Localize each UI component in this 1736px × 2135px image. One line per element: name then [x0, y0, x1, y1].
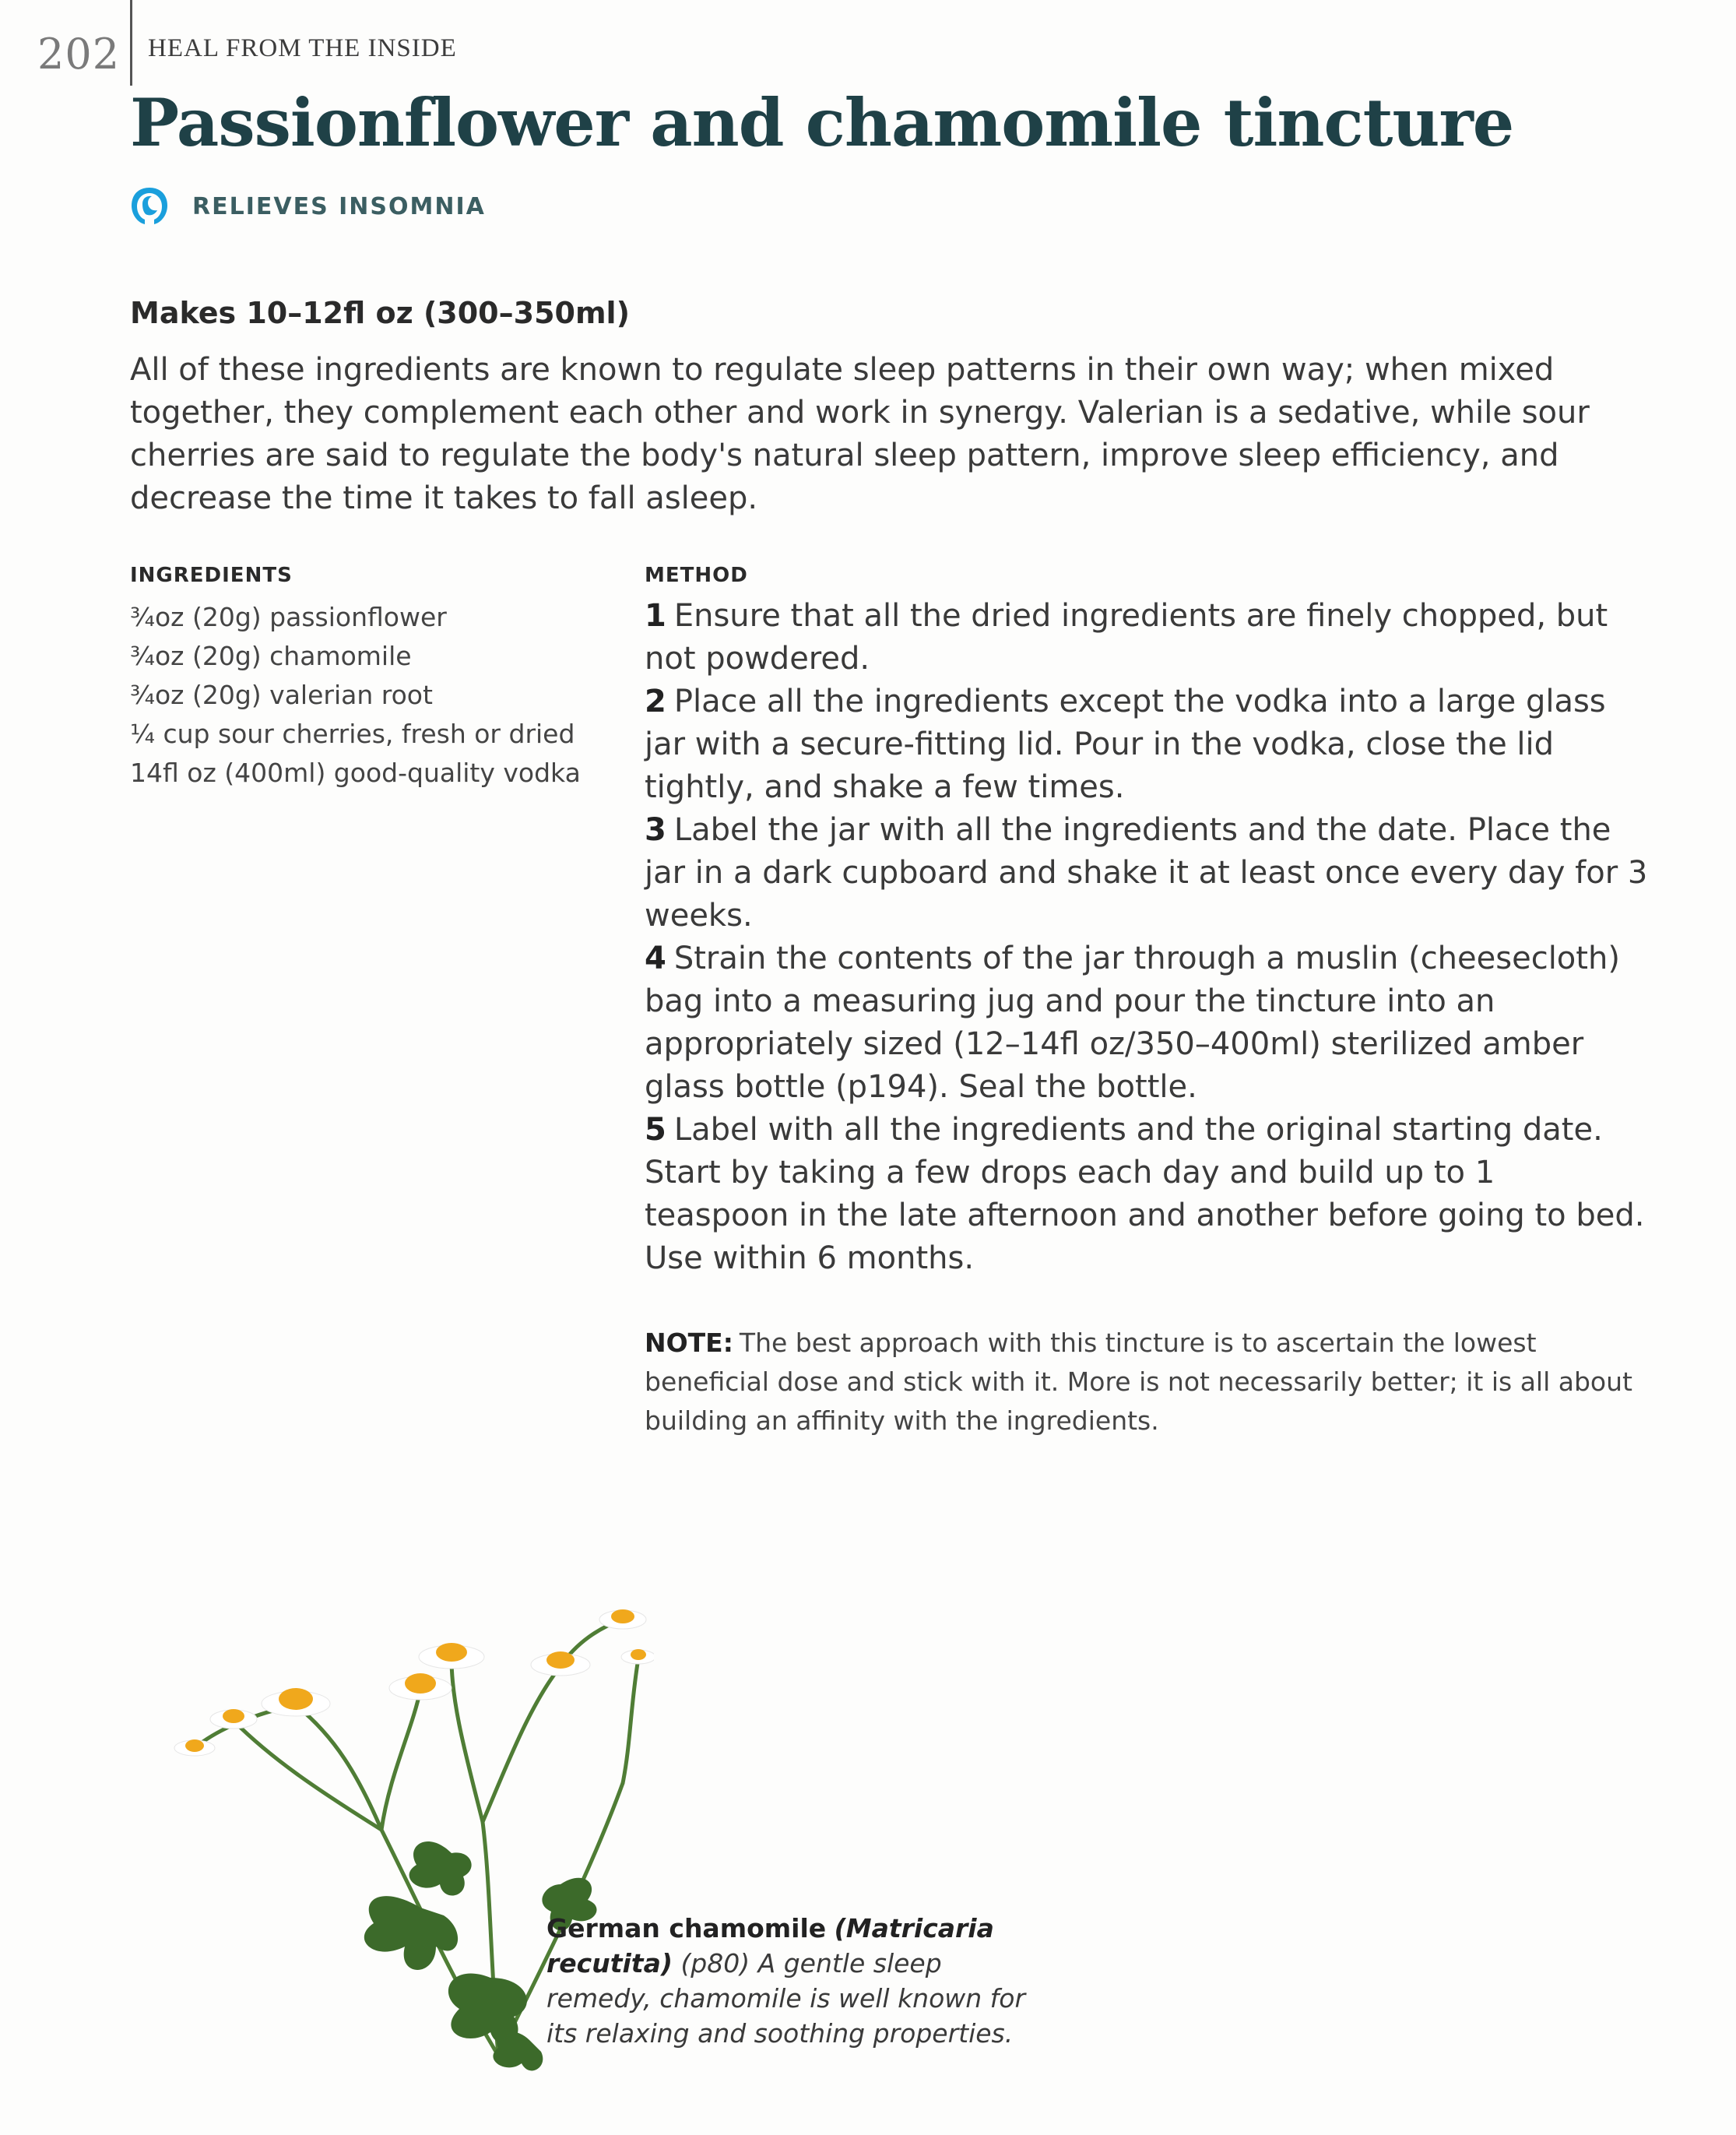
recipe-yield: Makes 10–12fl oz (300–350ml) [130, 296, 630, 330]
method-section [645, 564, 1649, 1280]
folio-divider [130, 0, 132, 86]
step-text: Ensure that all the dried ingredients are finely chopped, but not powdered. [645, 598, 1608, 677]
step-number: 3 [645, 812, 666, 848]
benefit-label: RELIEVES INSOMNIA [192, 192, 486, 220]
method-step [645, 1109, 1649, 1280]
step-number: 1 [645, 598, 666, 634]
caption-description: A gentle sleep remedy, chamomile is well known for its relaxing and soothing properties. [546, 1948, 1026, 2049]
method-step [645, 681, 1649, 809]
caption-page-ref: (p80) [680, 1948, 750, 1978]
step-number: 5 [645, 1112, 666, 1148]
step-text: Place all the ingredients except the vodka into a large glass jar with a secure-fitting lid. Pour in the vodka, close the lid tightly, and shake a few times. [645, 684, 1606, 805]
step-number: 2 [645, 684, 666, 719]
method-heading: METHOD [645, 564, 748, 587]
note-text: The best approach with this tincture is to ascertain the lowest beneficial dose and stick with it. More is not necessarily better; it is all about building an affinity with the ingredients. [645, 1328, 1632, 1436]
method-step [645, 809, 1649, 937]
method-steps [645, 595, 1649, 1280]
recipe-title: Passionflower and chamomile tincture [130, 84, 1514, 161]
step-text: Strain the contents of the jar through a muslin (cheesecloth) bag into a measuring jug and pour the tincture into an appropriately sized (12–14fl oz/350–400ml) sterilized amber glass bottle (p194). Seal the bottle. [645, 941, 1620, 1105]
recipe-note [645, 1324, 1649, 1440]
ingredient-item: ¾oz (20g) passionflower [130, 602, 447, 632]
caption-common-name: German chamomile [546, 1913, 827, 1943]
step-text: Label the jar with all the ingredients and the date. Place the jar in a dark cupboard and shake it at least once every day for 3 weeks. [645, 812, 1648, 934]
step-number: 4 [645, 941, 666, 976]
ingredient-item: ¼ cup sour cherries, fresh or dried [130, 719, 575, 749]
recipe-intro: All of these ingredients are known to regulate sleep patterns in their own way; when mixed together, they complement each other and work in synergy. Valerian is a sedative, while sour cherries are said to regulate the body's natural sleep pattern, improve sleep efficiency, and decrease the time it takes to fall asleep. [130, 352, 1590, 516]
benefit-tag [128, 185, 486, 227]
step-text: Label with all the ingredients and the original starting date. Start by taking a few drops each day and build up to 1 teaspoon in the late afternoon and another before going to bed. Use within 6 months. [645, 1112, 1645, 1276]
ingredient-item: 14fl oz (400ml) good-quality vodka [130, 758, 581, 788]
method-step [645, 937, 1649, 1109]
caption-latin-name: (Matricaria recutita) [546, 1913, 994, 1978]
ingredient-item: ¾oz (20g) valerian root [130, 680, 433, 710]
ingredients-section [130, 564, 597, 793]
ingredients-list [130, 598, 597, 793]
note-label: NOTE: [645, 1328, 733, 1358]
ingredients-heading: INGREDIENTS [130, 564, 293, 587]
ingredient-item: ¾oz (20g) chamomile [130, 641, 412, 671]
page-number: 202 [37, 30, 121, 79]
method-step [645, 595, 1649, 681]
figure-caption [546, 1911, 1045, 2051]
moon-head-icon [128, 185, 170, 227]
running-head: HEAL FROM THE INSIDE [148, 34, 457, 62]
